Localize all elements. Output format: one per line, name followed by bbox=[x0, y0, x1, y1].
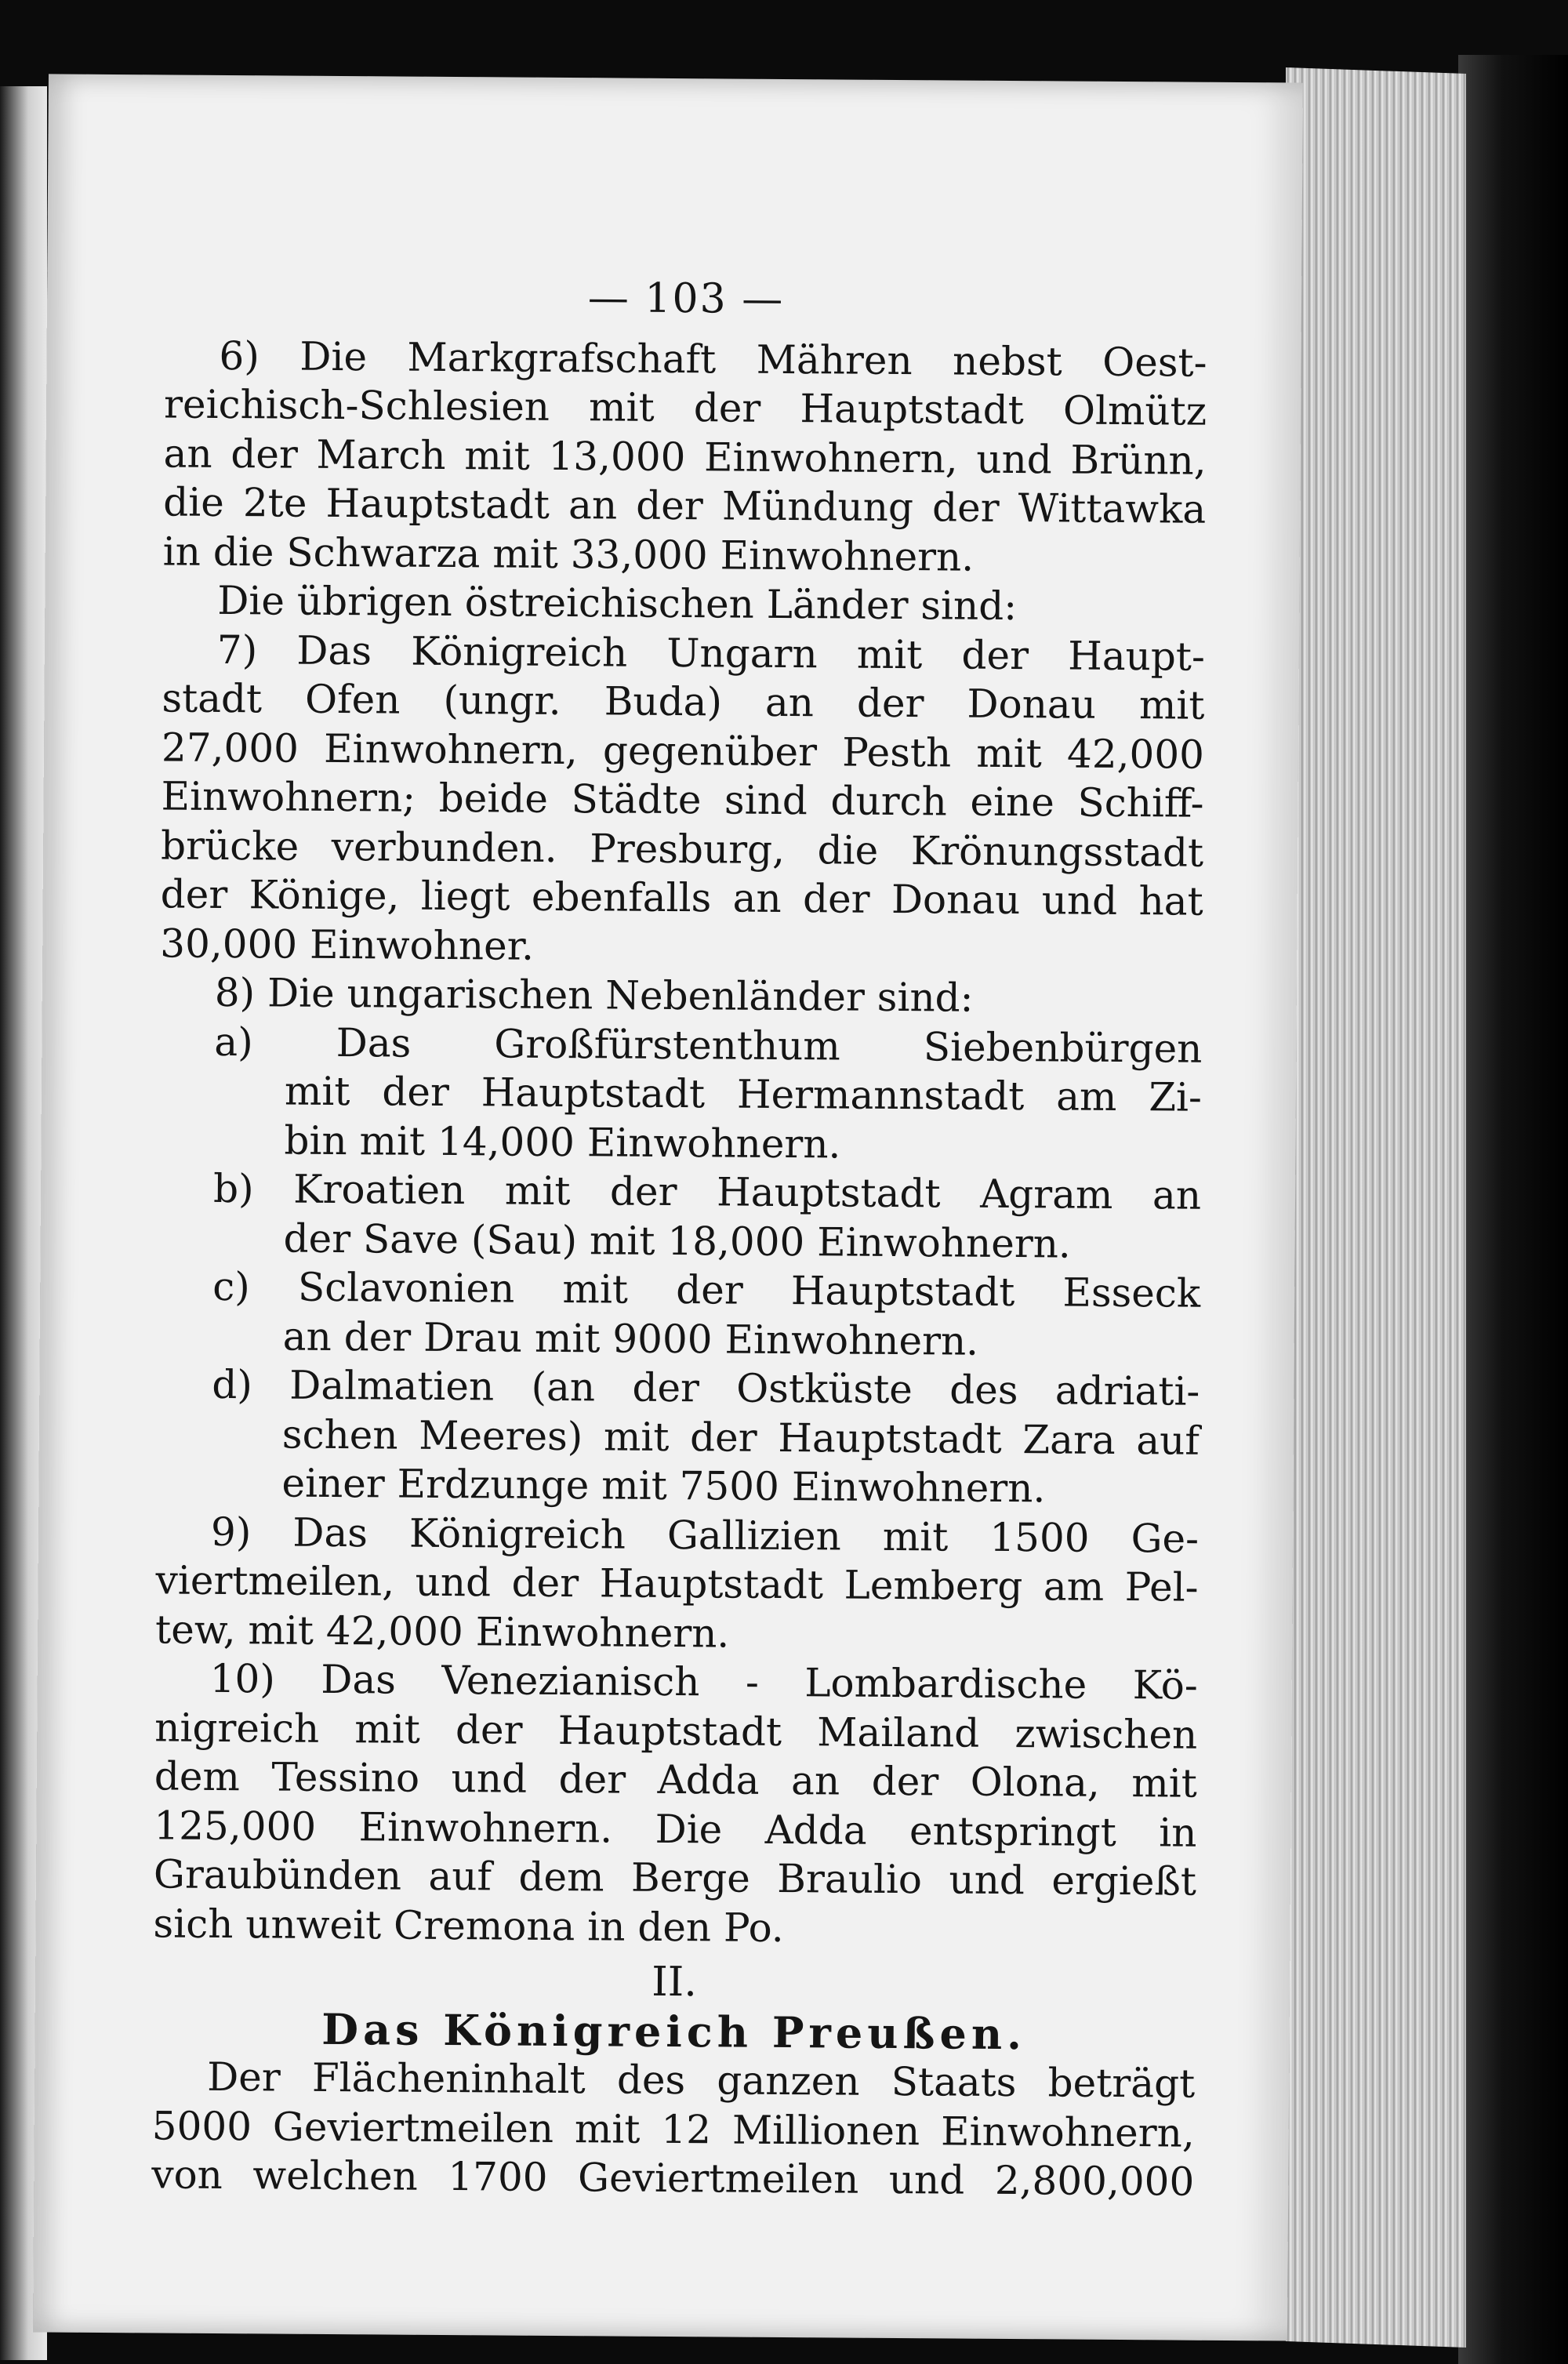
text-line: a) Das Großfürstenthum Siebenbürgen bbox=[214, 1019, 1203, 1072]
text-line: der Könige, liegt ebenfalls an der Donau und hat bbox=[160, 871, 1203, 924]
text-line: bin mit 14,000 Einwohnern. bbox=[284, 1117, 841, 1167]
text-line: viertmeilen, und der Hauptstadt Lemberg am Pel- bbox=[155, 1557, 1199, 1610]
text-line: nigreich mit der Hauptstadt Mailand zwischen bbox=[154, 1704, 1198, 1758]
book-page bbox=[33, 74, 1303, 2340]
text-line: d) Dalmatien (an der Ostküste des adriati- bbox=[212, 1361, 1200, 1414]
text-line: reichisch-Schlesien mit der Hauptstadt Olmütz bbox=[163, 381, 1207, 434]
text-line: 125,000 Einwohnern. Die Adda entspringt in bbox=[154, 1802, 1197, 1856]
text-line: dem Tessino und der Adda an der Olona, mit bbox=[154, 1753, 1198, 1807]
page-text bbox=[151, 271, 1207, 2206]
text-line: brücke verbunden. Presburg, die Krönungsstadt bbox=[160, 822, 1204, 876]
text-line: in die Schwarza mit 33,000 Einwohnern. bbox=[162, 528, 975, 580]
page-stack-edge bbox=[1286, 67, 1466, 2348]
text-line: an der Drau mit 9000 Einwohnern. bbox=[282, 1313, 979, 1364]
text-line: einer Erdzunge mit 7500 Einwohnern. bbox=[281, 1460, 1046, 1512]
text-line: 9) Das Königreich Gallizien mit 1500 Ge- bbox=[210, 1509, 1200, 1562]
text-line: Die übrigen östreichischen Länder sind: bbox=[217, 577, 1018, 630]
text-line: b) Kroatien mit der Hauptstadt Agram an bbox=[212, 1165, 1202, 1218]
page-number: — 103 — bbox=[587, 274, 785, 323]
text-line: Einwohnern; beide Städte sind durch eine Schiff- bbox=[161, 773, 1204, 826]
text-line: der Save (Sau) mit 18,000 Einwohnern. bbox=[283, 1215, 1072, 1267]
text-line: die 2te Hauptstadt an der Mündung der Wittawka bbox=[163, 479, 1207, 532]
section-title: Das Königreich Preußen. bbox=[321, 2003, 1027, 2059]
text-line: mit der Hauptstadt Hermannstadt am Zi- bbox=[284, 1068, 1203, 1120]
text-line: c) Sclavonien mit der Hauptstadt Esseck bbox=[212, 1263, 1201, 1316]
text-line: 10) Das Venezianisch - Lombardische Kö- bbox=[209, 1655, 1198, 1709]
text-line: 8) Die ungarischen Nebenländer sind: bbox=[214, 969, 974, 1021]
text-line: tew, mit 42,000 Einwohnern. bbox=[154, 1606, 730, 1657]
text-line: 30,000 Einwohner. bbox=[160, 920, 535, 969]
text-line: 7) Das Königreich Ungarn mit der Haupt- bbox=[216, 626, 1206, 680]
book-cover-shadow bbox=[1458, 55, 1568, 2364]
text-line: 6) Die Markgrafschaft Mähren nebst Oest- bbox=[219, 332, 1207, 386]
text-line: Graubünden auf dem Berge Braulio und ergießt bbox=[153, 1851, 1197, 1905]
text-line: sich unweit Cremona in den Po. bbox=[153, 1900, 784, 1951]
text-line: 5000 Geviertmeilen mit 12 Millionen Einwohnern, bbox=[151, 2102, 1195, 2156]
text-line: von welchen 1700 Geviertmeilen und 2,800,000 bbox=[151, 2152, 1195, 2205]
text-line: 27,000 Einwohnern, gegenüber Pesth mit 42,000 bbox=[161, 724, 1205, 778]
text-line: Der Flächeninhalt des ganzen Staats beträgt bbox=[206, 2054, 1196, 2107]
text-line: stadt Ofen (ungr. Buda) an der Donau mit bbox=[162, 675, 1205, 728]
text-line: an der March mit 13,000 Einwohnern, und Brünn, bbox=[163, 430, 1207, 484]
section-number: II. bbox=[652, 1958, 698, 2006]
text-line: schen Meeres) mit der Hauptstadt Zara auf bbox=[281, 1411, 1200, 1464]
